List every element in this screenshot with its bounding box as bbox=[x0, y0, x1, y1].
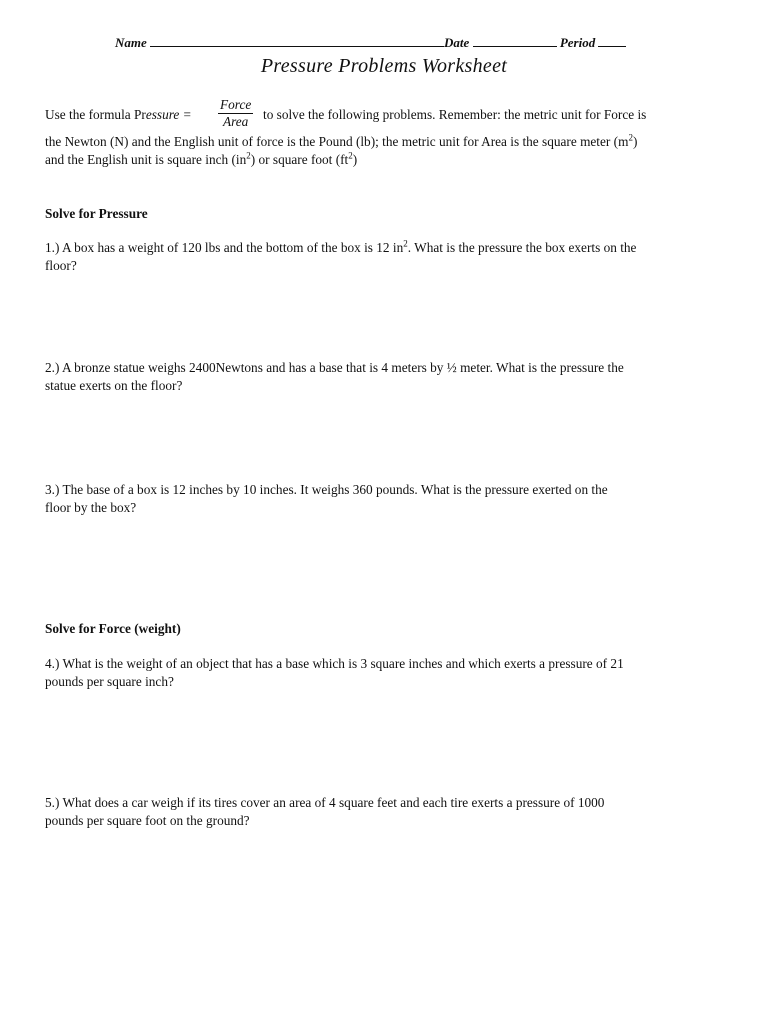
period-label: Period bbox=[559, 35, 596, 50]
name-blank bbox=[150, 34, 444, 47]
student-info-line bbox=[115, 34, 660, 51]
formula-fraction bbox=[218, 97, 253, 130]
formula-numerator: Force bbox=[220, 97, 252, 112]
question-4: 4.) What is the weight of an object that has a base which is 3 square inches and which exerts a pressure of 21 pounds per square inch? bbox=[45, 656, 624, 689]
intro-paragraph bbox=[45, 97, 735, 169]
question-2: 2.) A bronze statue weighs 2400Newtons and has a base that is 4 meters by ½ meter. What is the pressure the statue exerts on the floor? bbox=[45, 360, 624, 393]
intro-formula-line bbox=[45, 97, 735, 133]
formula-variable: essure = bbox=[145, 107, 192, 122]
intro-text-after-formula: to solve the following problems. Remember: the metric unit for Force is bbox=[263, 107, 647, 122]
question-1: 1.) A box has a weight of 120 lbs and the bottom of the box is 12 $in^2$. What is the pressure the box exerts on the floor? bbox=[45, 238, 637, 273]
section-heading-force: Solve for Force (weight) bbox=[45, 621, 181, 636]
section-heading-pressure: Solve for Pressure bbox=[45, 206, 148, 221]
intro-units-line-1: the Newton (N) and the English unit of force is the Pound (lb); the metric unit for Area is the square meter $(m^2)$ bbox=[45, 132, 638, 149]
date-blank bbox=[473, 34, 557, 47]
period-blank bbox=[598, 34, 626, 47]
intro-units-line-2: and the English unit is square inch $(in^2)$ or square foot $(ft^2)$ bbox=[45, 150, 358, 167]
formula-denominator: Area bbox=[222, 114, 249, 129]
intro-text-start: Use the formula Pr bbox=[45, 107, 146, 122]
question-3: 3.) The base of a box is 12 inches by 10 inches. It weighs 360 pounds. What is the pressure exerted on the floor by the box? bbox=[45, 482, 608, 515]
date-label: Date bbox=[444, 35, 470, 50]
name-label: Name bbox=[115, 35, 147, 50]
question-5: 5.) What does a car weigh if its tires cover an area of 4 square feet and each tire exerts a pressure of 1000 pounds per square foot on the ground? bbox=[45, 795, 605, 828]
page-title: Pressure Problems Worksheet bbox=[260, 55, 508, 77]
